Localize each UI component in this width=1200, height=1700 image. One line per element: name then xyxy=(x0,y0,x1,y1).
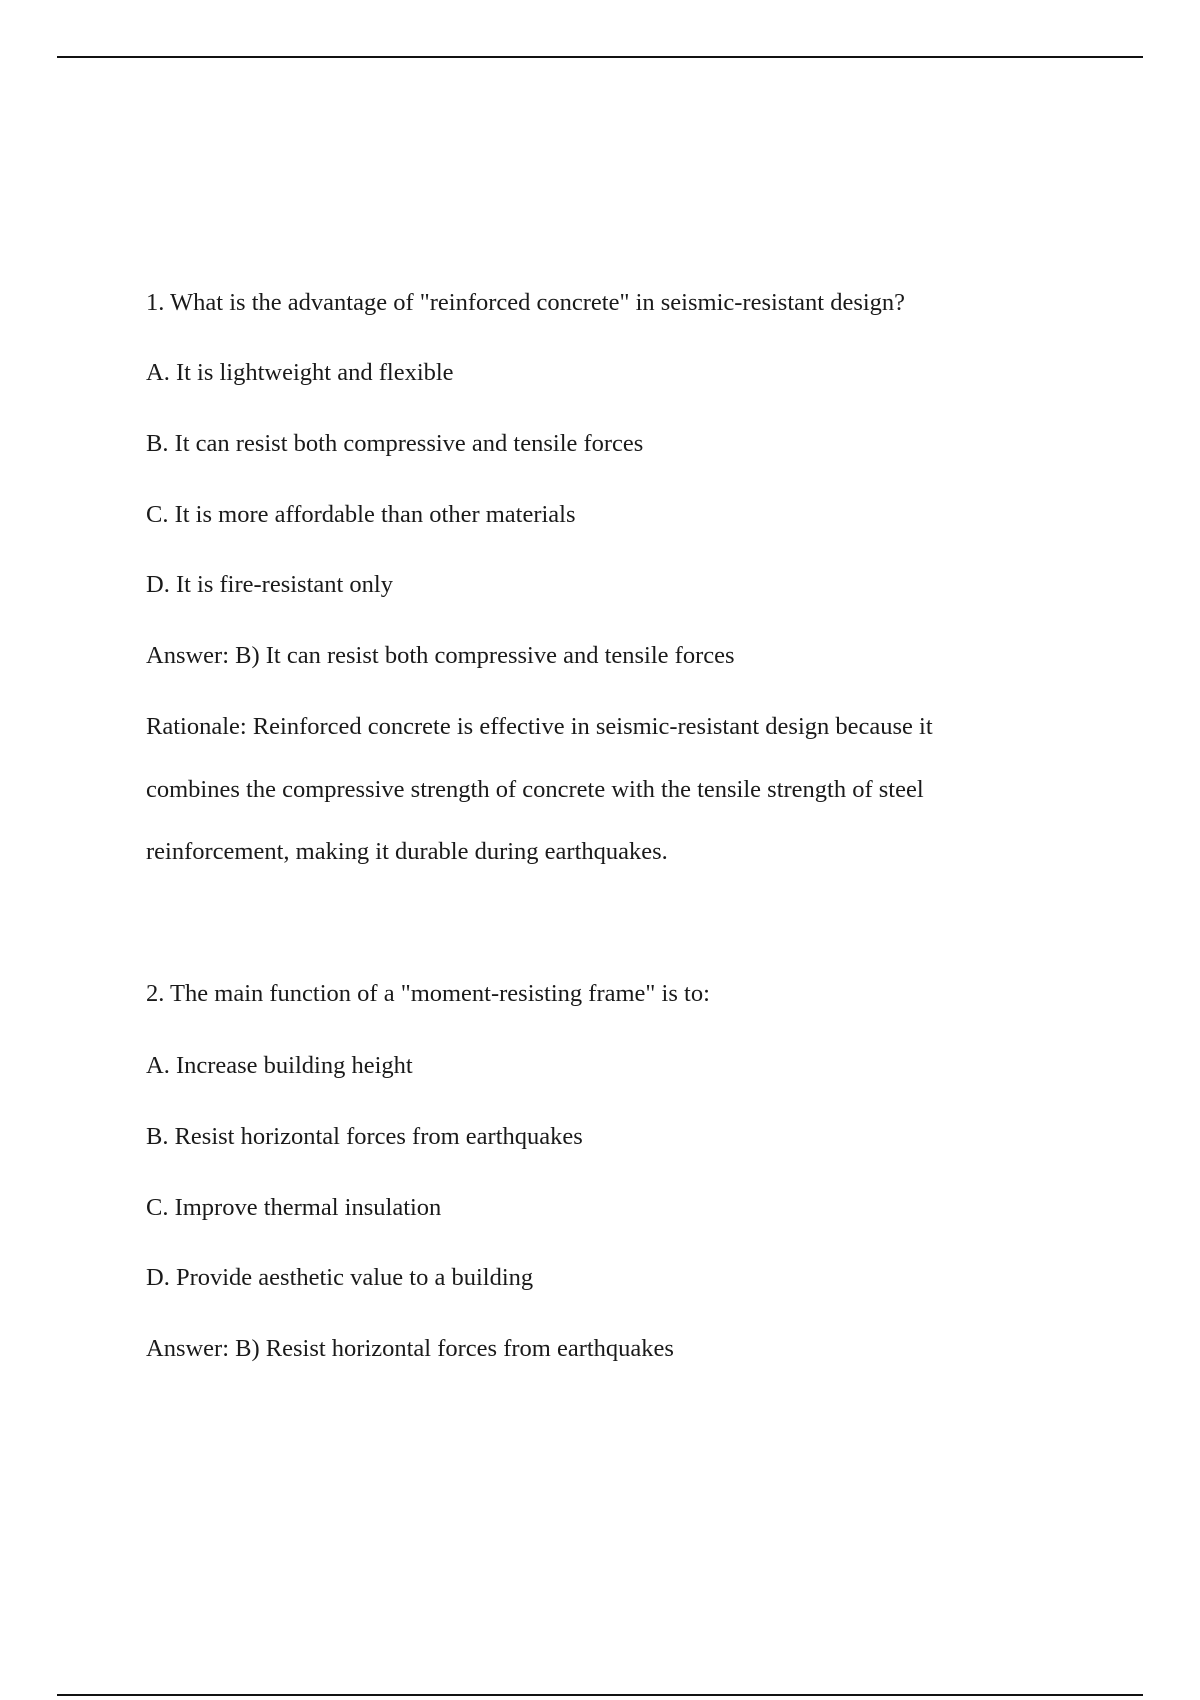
question-1-answer: Answer: B) It can resist both compressive and tensile forces xyxy=(146,642,735,669)
question-1-option-b: B. It can resist both compressive and tensile forces xyxy=(146,430,644,457)
question-2-option-a: A. Increase building height xyxy=(146,1052,413,1079)
footer-rule xyxy=(57,1694,1143,1696)
question-1-stem: 1. What is the advantage of "reinforced concrete" in seismic-resistant design? xyxy=(146,289,906,316)
question-1-rationale-line-2: combines the compressive strength of concrete with the tensile strength of steel xyxy=(146,776,924,803)
question-2-option-b: B. Resist horizontal forces from earthquakes xyxy=(146,1123,583,1150)
question-1-option-d: D. It is fire-resistant only xyxy=(146,571,393,598)
question-1-option-c: C. It is more affordable than other materials xyxy=(146,501,576,528)
question-2-answer: Answer: B) Resist horizontal forces from earthquakes xyxy=(146,1335,674,1362)
question-1-rationale-line-3: reinforcement, making it durable during earthquakes. xyxy=(146,838,668,865)
header-rule xyxy=(57,56,1143,58)
question-2-option-c: C. Improve thermal insulation xyxy=(146,1194,442,1221)
question-2-option-d: D. Provide aesthetic value to a building xyxy=(146,1264,534,1291)
question-1-option-a: A. It is lightweight and flexible xyxy=(146,359,454,386)
question-1-rationale-line-1: Rationale: Reinforced concrete is effective in seismic-resistant design because it xyxy=(146,713,933,740)
question-2-stem: 2. The main function of a "moment-resisting frame" is to: xyxy=(146,980,710,1007)
